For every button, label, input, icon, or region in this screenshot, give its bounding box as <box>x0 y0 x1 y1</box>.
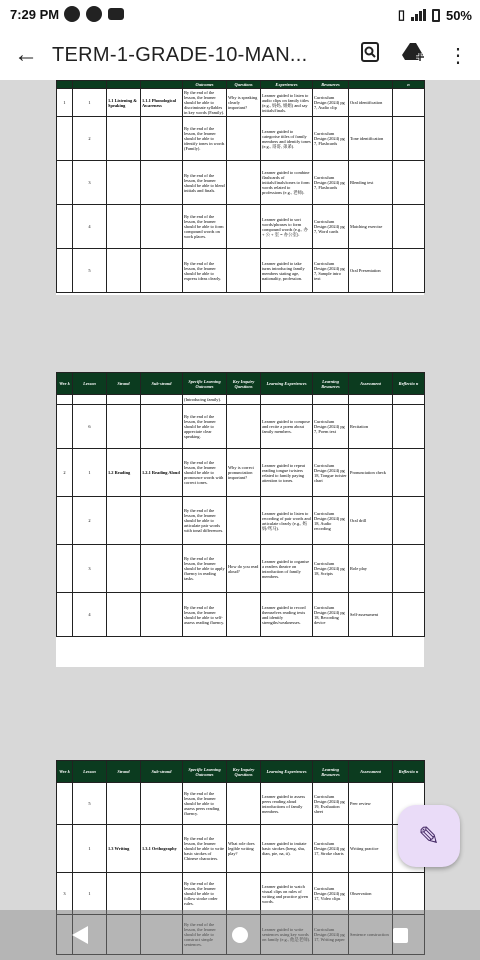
table-cell: Curriculum Design (2024) pg 19, Evaluation sheet <box>313 783 349 825</box>
table-cell <box>57 783 73 825</box>
table-cell: How do you read aloud? <box>227 545 261 593</box>
table-cell <box>141 873 183 915</box>
table-cell: Learner guided to take turns introducing family members stating age, nationality, profession. <box>261 249 313 293</box>
table-cell <box>107 545 141 593</box>
table-cell: 1 <box>73 89 107 117</box>
table-cell: Curriculum Design (2024) pg 17, Video clips <box>313 873 349 915</box>
table-cell <box>107 783 141 825</box>
table-cell <box>227 783 261 825</box>
table-cell: By the end of the lesson, the learner should be able to pronounce words with correct tones. <box>183 449 227 497</box>
table-cell: Learner guided to watch visual clips on rules of writing and practice given words. <box>261 873 313 915</box>
table-cell: Curriculum Design (2024) pg 7, Flashcards <box>313 117 349 161</box>
table-cell <box>227 873 261 915</box>
column-header: Specific Learning Outcomes <box>183 373 227 395</box>
table-cell <box>227 161 261 205</box>
nav-back-icon[interactable] <box>72 926 88 944</box>
status-bar <box>0 0 480 30</box>
arrow-left-icon[interactable]: ← <box>14 41 38 68</box>
battery-icon <box>432 9 440 22</box>
table-cell <box>57 825 73 873</box>
table-cell <box>261 395 313 405</box>
table-row <box>57 405 425 449</box>
table-cell: By the end of the lesson, the learner should be able to apply fluency in reading tasks. <box>183 545 227 593</box>
vibrate-icon: ▯ <box>397 7 405 22</box>
table-row <box>57 873 425 915</box>
table-cell <box>107 873 141 915</box>
table-cell: Pronunciation check <box>349 449 393 497</box>
table-cell: Recitation <box>349 405 393 449</box>
column-header <box>73 81 107 89</box>
table-cell <box>141 593 183 637</box>
column-header: Specific Learning Outcomes <box>183 761 227 783</box>
whatsapp-icon <box>64 6 80 22</box>
table-cell: 1.2.1 Reading Aloud <box>141 449 183 497</box>
table-cell: 4 <box>73 205 107 249</box>
table-cell <box>393 593 425 637</box>
table-cell: Curriculum Design (2024) pg 17, Stroke charts <box>313 825 349 873</box>
table-cell: Matching exercise <box>349 205 393 249</box>
column-header <box>141 81 183 89</box>
column-header: Assessment <box>349 373 393 395</box>
table-cell <box>141 405 183 449</box>
table-cell <box>73 395 107 405</box>
drive-add-icon[interactable] <box>392 41 436 69</box>
table-cell: 1.2 Reading <box>107 449 141 497</box>
table-cell: Learner guided to compose and recite a poem about family members. <box>261 405 313 449</box>
table-header-row <box>57 81 425 89</box>
table-cell: Learner guided to categorise titles of family members and identify tones (e.g., 哥哥, 弟弟). <box>261 117 313 161</box>
app-bar <box>0 30 480 80</box>
table-cell: Curriculum Design (2024) pg 18, Audio recording <box>313 497 349 545</box>
column-header: Lesson <box>73 373 107 395</box>
table-cell <box>107 249 141 293</box>
table-cell: Curriculum Design (2024) pg 18, Tongue twister chart <box>313 449 349 497</box>
table-cell <box>141 497 183 545</box>
table-row <box>57 395 425 405</box>
table-cell: By the end of the lesson, the learner should be able to identify tones in words (Family). <box>183 117 227 161</box>
whatsapp-business-icon <box>86 6 102 22</box>
column-header <box>349 81 393 89</box>
table-cell <box>107 395 141 405</box>
table-cell <box>227 405 261 449</box>
table-row <box>57 593 425 637</box>
nav-home-icon[interactable] <box>232 927 248 943</box>
column-header: Strand <box>107 373 141 395</box>
table-cell <box>393 497 425 545</box>
navigation-bar <box>0 910 480 960</box>
table-cell <box>57 117 73 161</box>
pdf-page <box>56 80 424 295</box>
table-cell: 1 <box>73 873 107 915</box>
table-cell: Learner guided to listen to recording of pair words and articulate clearly (e.g., 妈妈/骂马). <box>261 497 313 545</box>
table-cell: Learner guided to repeat reading tongue twisters related to family paying attention to tones. <box>261 449 313 497</box>
lesson-table <box>56 372 425 637</box>
table-cell: Writing practice <box>349 825 393 873</box>
table-cell <box>393 89 425 117</box>
table-cell <box>227 249 261 293</box>
table-cell: Learner guided to listen to audio clips on family titles (e.g., 妈妈, 姐姐) and say initials/finals. <box>261 89 313 117</box>
pdf-page <box>56 760 424 920</box>
table-cell: Self-assessment <box>349 593 393 637</box>
document-title: TERM-1-GRADE-10-MAN... <box>52 43 308 66</box>
table-cell <box>141 249 183 293</box>
table-cell <box>393 205 425 249</box>
table-cell: By the end of the lesson, the learner should be able to discriminate syllables in key words (Family). <box>183 89 227 117</box>
table-cell <box>107 405 141 449</box>
table-header-row <box>57 373 425 395</box>
column-header: Questions <box>227 81 261 89</box>
table-cell: 1.3.1 Orthography <box>141 825 183 873</box>
table-cell: Learner guided to organise a readers theatre on introduction of family members. <box>261 545 313 593</box>
table-cell: What role does legible writing play? <box>227 825 261 873</box>
column-header: Outcomes <box>183 81 227 89</box>
table-row <box>57 249 425 293</box>
column-header: Key Inquiry Questions <box>227 761 261 783</box>
signal-icon <box>411 9 426 21</box>
table-cell: Peer review <box>349 783 393 825</box>
nav-recents-icon[interactable] <box>393 928 408 943</box>
table-row <box>57 89 425 117</box>
table-row <box>57 825 425 873</box>
table-cell: By the end of the lesson, the learner should be able to assess peers reading fluency. <box>183 783 227 825</box>
status-time: 7:29 PM <box>10 7 60 22</box>
lesson-table <box>56 80 425 293</box>
table-cell: Curriculum Design (2024) pg 7, Word cards <box>313 205 349 249</box>
table-row <box>57 497 425 545</box>
table-cell: By the end of the lesson, the learner should be able to form compound words on work places. <box>183 205 227 249</box>
table-cell: 3 <box>73 545 107 593</box>
column-header: Reflectio n <box>393 373 425 395</box>
column-header: Sub-strand <box>141 373 183 395</box>
column-header: Wee k <box>57 761 73 783</box>
more-vertical-icon[interactable]: ⋮ <box>448 44 468 67</box>
table-cell <box>107 205 141 249</box>
table-cell: Oral Presentation <box>349 249 393 293</box>
youtube-icon <box>108 8 124 20</box>
table-cell: Curriculum Design (2024) pg 7, Sample intro text <box>313 249 349 293</box>
table-cell <box>393 117 425 161</box>
table-cell <box>227 117 261 161</box>
table-cell: Learner guided to assess peers reading aloud introductions of family members. <box>261 783 313 825</box>
table-cell <box>227 205 261 249</box>
table-cell: 6 <box>73 405 107 449</box>
table-cell: Learner guided to combine flashcards of initials/finals/tones to form words related to professions (e.g., 老师). <box>261 161 313 205</box>
table-cell: 5 <box>73 249 107 293</box>
column-header: Sub-strand <box>141 761 183 783</box>
column-header: n <box>393 81 425 89</box>
table-cell: 1.3 Writing <box>107 825 141 873</box>
table-cell <box>57 405 73 449</box>
table-row <box>57 545 425 593</box>
table-cell <box>57 593 73 637</box>
column-header: Resources <box>313 81 349 89</box>
column-header: Key Inquiry Questions <box>227 373 261 395</box>
column-header: Learning Resources <box>313 373 349 395</box>
column-header: Learning Experiences <box>261 761 313 783</box>
table-row <box>57 117 425 161</box>
table-cell: Why is correct pronunciation important? <box>227 449 261 497</box>
table-cell <box>107 593 141 637</box>
table-cell: By the end of the lesson, the learner should be able to write basic strokes of Chinese characters. <box>183 825 227 873</box>
table-cell <box>57 161 73 205</box>
table-cell <box>57 395 73 405</box>
column-header: Learning Experiences <box>261 373 313 395</box>
table-cell: 4 <box>73 593 107 637</box>
column-header: Lesson <box>73 761 107 783</box>
table-cell: By the end of the lesson, the learner should be able to appreciate clear speaking. <box>183 405 227 449</box>
table-cell <box>393 395 425 405</box>
table-cell: By the end of the lesson, the learner should be able to follow stroke order rules. <box>183 873 227 915</box>
table-cell: 1 <box>57 89 73 117</box>
table-cell <box>393 873 425 915</box>
table-cell: Blending test <box>349 161 393 205</box>
table-cell <box>141 395 183 405</box>
table-cell: Oral identification <box>349 89 393 117</box>
battery-level: 50% <box>445 7 472 23</box>
table-cell: 2 <box>57 449 73 497</box>
table-cell <box>349 395 393 405</box>
table-cell <box>57 249 73 293</box>
table-cell: Learner guided to imitate basic strokes (heng, shu, dian, pie, na, ti). <box>261 825 313 873</box>
table-cell <box>313 395 349 405</box>
table-cell: By the end of the lesson, the learner should be able to self-assess reading fluency. <box>183 593 227 637</box>
table-cell <box>141 205 183 249</box>
column-header <box>107 81 141 89</box>
table-cell: Learner guided to sort words/phrases to form compound words (e.g., 办 + 公 + 室 = 办公室). <box>261 205 313 249</box>
document-viewer[interactable] <box>0 80 480 910</box>
table-row <box>57 161 425 205</box>
table-cell: Curriculum Design (2024) pg 7, Flashcards <box>313 161 349 205</box>
table-cell <box>57 545 73 593</box>
table-cell <box>107 497 141 545</box>
table-cell <box>107 117 141 161</box>
table-cell: Curriculum Design (2024) pg 18, Recording device <box>313 593 349 637</box>
table-cell <box>141 161 183 205</box>
table-cell: Learner guided to record themselves reading texts and identify strengths/weaknesses. <box>261 593 313 637</box>
column-header: Assessment <box>349 761 393 783</box>
table-cell: By the end of the lesson, the learner should be able to articulate pair words with tonal differences. <box>183 497 227 545</box>
column-header: Experiences <box>261 81 313 89</box>
table-cell: 1 <box>73 449 107 497</box>
table-cell: 1.1.1 Phonological Awareness <box>141 89 183 117</box>
table-cell <box>141 545 183 593</box>
table-cell <box>393 249 425 293</box>
column-header: Learning Resources <box>313 761 349 783</box>
table-cell: By the end of the lesson, the learner should be able to express ideas clearly. <box>183 249 227 293</box>
table-cell: (Introducing family). <box>183 395 227 405</box>
table-cell <box>57 497 73 545</box>
table-cell <box>393 545 425 593</box>
table-cell <box>227 395 261 405</box>
table-header-row <box>57 761 425 783</box>
table-cell: 1 <box>73 825 107 873</box>
column-header: Reflectio n <box>393 761 425 783</box>
table-cell <box>393 405 425 449</box>
table-cell <box>57 205 73 249</box>
table-cell <box>107 161 141 205</box>
table-row <box>57 783 425 825</box>
table-cell: By the end of the lesson, the learner should be able to blend initials and finals. <box>183 161 227 205</box>
table-cell <box>141 783 183 825</box>
table-cell: Tone identification <box>349 117 393 161</box>
table-cell: Curriculum Design (2024) pg 7, Audio clip <box>313 89 349 117</box>
table-row <box>57 449 425 497</box>
table-cell: 5 <box>73 783 107 825</box>
column-header: Wee k <box>57 373 73 395</box>
search-document-icon[interactable] <box>348 41 392 69</box>
column-header: Strand <box>107 761 141 783</box>
column-header <box>57 81 73 89</box>
table-cell: Curriculum Design (2024) pg 18, Scripts <box>313 545 349 593</box>
table-cell <box>227 593 261 637</box>
table-cell: Observation <box>349 873 393 915</box>
table-row <box>57 205 425 249</box>
pdf-page <box>56 372 424 667</box>
table-cell: Oral drill <box>349 497 393 545</box>
table-cell: Curriculum Design (2024) pg 7, Poem text <box>313 405 349 449</box>
table-cell: Why is speaking clearly important? <box>227 89 261 117</box>
table-cell: 3 <box>57 873 73 915</box>
pen-edit-icon[interactable]: ✎ <box>398 805 460 867</box>
table-cell: Role play <box>349 545 393 593</box>
table-cell: 1.1 Listening & Speaking <box>107 89 141 117</box>
table-cell <box>393 161 425 205</box>
table-cell <box>393 449 425 497</box>
table-cell <box>141 117 183 161</box>
table-cell: 3 <box>73 161 107 205</box>
table-cell: 2 <box>73 117 107 161</box>
table-cell: 2 <box>73 497 107 545</box>
table-cell <box>227 497 261 545</box>
